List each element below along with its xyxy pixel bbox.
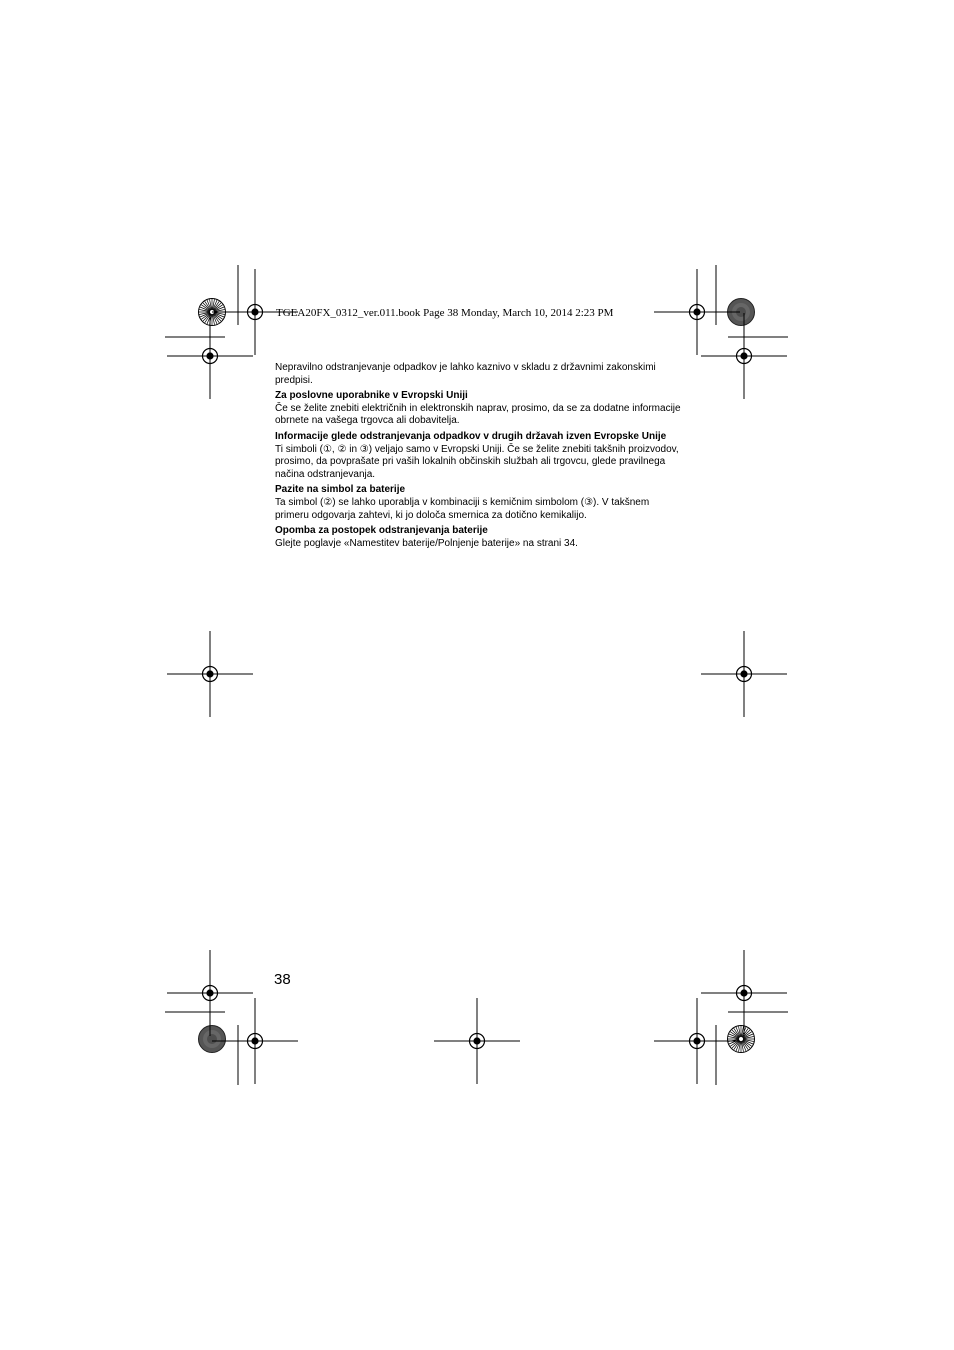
heading-battery-removal: Opomba za postopek odstranjevanja baterije (275, 525, 488, 537)
paragraph-outside-eu: Ti simboli (①, ② in ③) veljajo samo v Evropski Uniji. Če se želite znebiti takšnih proizvodov, prosimo, da povprašate pri vaših lokalnih občinskih službah ali trgovcu, glede pravilnega načina odstranjevanja. (275, 443, 679, 480)
page-number: 38 (274, 971, 291, 988)
paragraph-battery-symbol: Ta simbol (②) se lahko uporablja v kombinaciji s kemičnim simbolom (③). V takšnem primeru odgovarja zahtevi, ki jo določa smernica za dotično kemikalijo. (275, 496, 650, 521)
paragraph-illegal-disposal: Nepravilno odstranjevanje odpadkov je lahko kaznivo v skladu z državnimi zakonskimi predpisi. (275, 362, 656, 386)
heading-outside-eu: Informacije glede odstranjevanja odpadkov v drugih državah izven Evropske Unije (275, 430, 667, 442)
paragraph-battery-removal: Glejte poglavje «Namestitev baterije/Polnjenje baterije» na strani 34. (275, 537, 578, 549)
paragraph-business-users-eu: Če se želite znebiti električnih in elektronskih naprav, prosimo, da se za dodatne informacije obrnete na vašega trgovca ali dobavitelja. (275, 402, 681, 427)
page-content (275, 362, 685, 550)
heading-business-users-eu: Za poslovne uporabnike v Evropski Uniji (275, 390, 468, 402)
book-header-line: TGEA20FX_0312_ver.011.book Page 38 Monday, March 10, 2014 2:23 PM (276, 307, 614, 319)
heading-battery-symbol: Pazite na simbol za baterije (275, 484, 406, 496)
